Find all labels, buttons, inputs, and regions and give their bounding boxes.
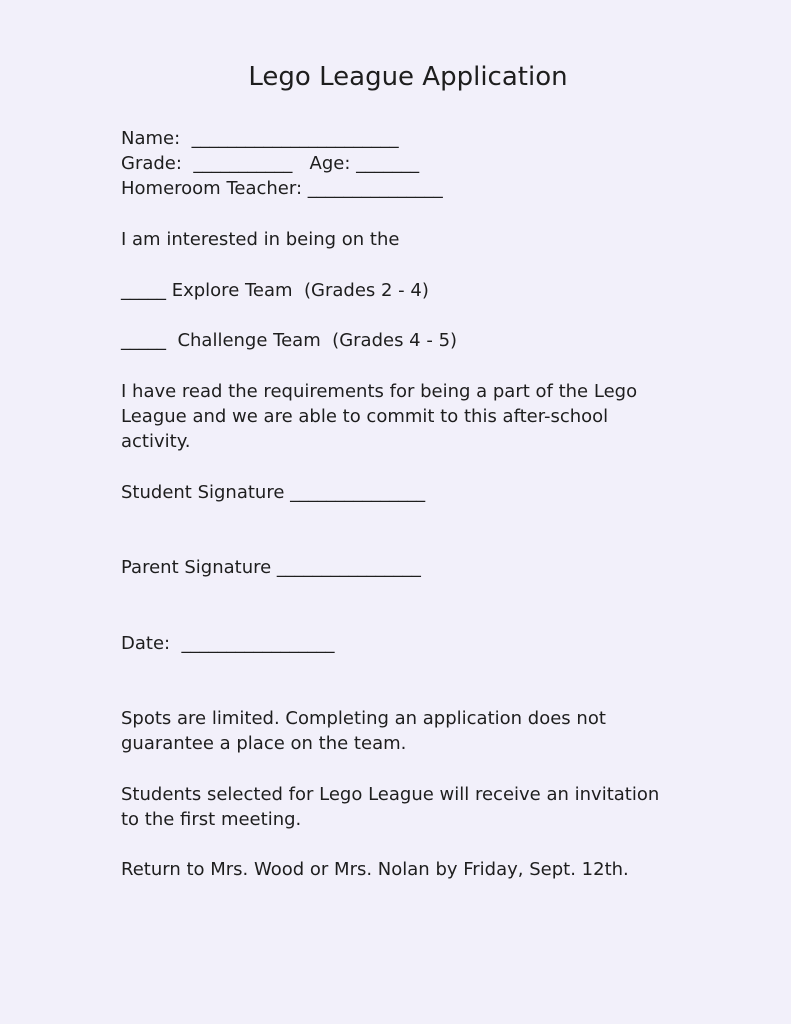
return-instructions: Return to Mrs. Wood or Mrs. Nolan by Friday, Sept. 12th.	[121, 859, 629, 880]
selection-note: to the first meeting.	[121, 809, 302, 830]
spots-limited-note: guarantee a place on the team.	[121, 733, 407, 754]
interest-intro-text: I am interested in being on the	[121, 229, 400, 250]
commitment-text-line: I have read the requirements for being a part of the Lego	[121, 381, 638, 402]
parent-signature-field: Parent Signature ________________	[121, 557, 421, 578]
challenge-team-option: _____ Challenge Team (Grades 4 - 5)	[121, 330, 458, 351]
date-field: Date: _________________	[121, 633, 335, 654]
grade-age-field: Grade: ___________ Age: _______	[121, 153, 420, 174]
name-field: Name: _______________________	[121, 128, 399, 149]
form-title: Lego League Application	[248, 62, 568, 92]
selection-note: Students selected for Lego League will receive an invitation	[121, 784, 660, 805]
explore-team-option: _____ Explore Team (Grades 2 - 4)	[121, 280, 429, 301]
homeroom-teacher-field: Homeroom Teacher: _______________	[121, 178, 443, 199]
commitment-text-line: activity.	[121, 431, 191, 452]
spots-limited-note: Spots are limited. Completing an application does not	[121, 708, 606, 729]
student-signature-field: Student Signature _______________	[121, 482, 426, 503]
commitment-text-line: League and we are able to commit to this after-school	[121, 406, 609, 427]
